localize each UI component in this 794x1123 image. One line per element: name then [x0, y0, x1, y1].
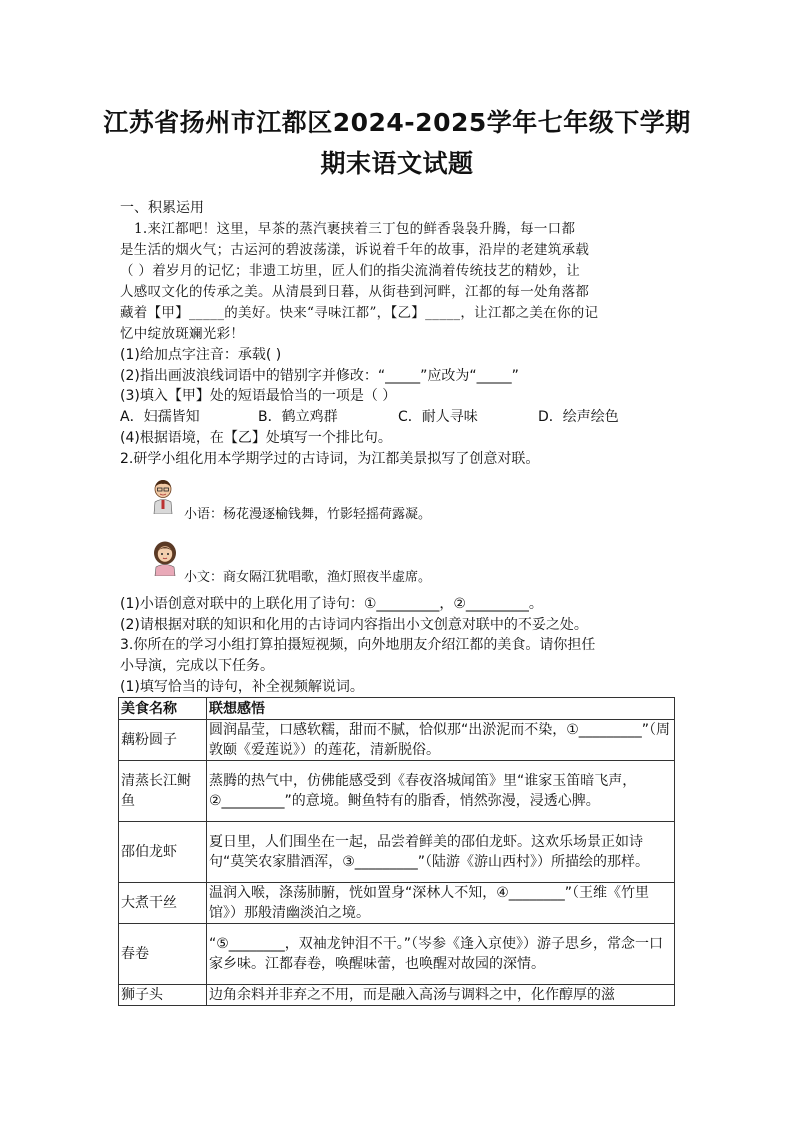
- q1-passage-line: （ ）着岁月的记忆；非遗工坊里，匠人们的指尖流淌着传统技艺的精妙，让: [120, 263, 580, 279]
- table-row: [119, 924, 675, 985]
- boy-avatar-icon: [148, 478, 178, 514]
- q1-passage-line: 忆中绽放斑斓光彩！: [120, 326, 245, 342]
- food-table: [118, 697, 675, 1006]
- q1-passage-line: 1.来江都吧！这里，早茶的蒸汽裹挟着三丁包的鲜香袅袅升腾，每一口都: [134, 221, 576, 237]
- food-text: 温润入喉，涤荡肺腑，恍如置身“深林人不知，④________”（王维《竹里馆》）那般清幽淡泊之境。: [207, 883, 675, 924]
- q1-passage-line: 是生活的烟火气；古运河的碧波荡漾，诉说着千年的故事，沿岸的老建筑承载: [120, 242, 590, 258]
- q1-passage-line: 人感叹文化的传承之美。从清晨到日暮，从街巷到河畔，江都的每一处角落都: [120, 284, 590, 300]
- page-bottom-margin: [0, 1015, 794, 1123]
- q1-sub4: (4)根据语境，在【乙】处填写一个排比句。: [120, 430, 392, 446]
- food-text: 圆润晶莹，口感软糯，甜而不腻，恰似那“出淤泥而不染，①_________”（周敦颐《爱莲说》）的莲花，清新脱俗。: [207, 720, 675, 761]
- q1-sub1: (1)给加点字注音：承载( ): [120, 347, 282, 363]
- q3-stem-line2: 小导演，完成以下任务。: [120, 658, 274, 674]
- xiaoyu-couplet: 小语：杨花漫逐榆钱舞，竹影轻摇荷露凝。: [184, 507, 432, 522]
- q2-sub1: (1)小语创意对联中的上联化用了诗句：①_________，②_________。: [120, 596, 543, 612]
- table-row: [119, 720, 675, 761]
- exam-title-line1: 江苏省扬州市江都区2024-2025学年七年级下学期: [103, 108, 691, 137]
- q1-passage-line: 藏着【甲】_____的美好。快来“寻味江都”，【乙】_____，让江都之美在你的记: [120, 305, 599, 321]
- option-d: D．绘声绘色: [538, 409, 619, 425]
- section-heading: 一、积累运用: [120, 200, 204, 216]
- table-row: [119, 985, 675, 1006]
- table-row: [119, 883, 675, 924]
- food-text: “⑤________，双袖龙钟泪不干。”（岑参《逢入京使》）游子思乡，常念一口家乡味。江都春卷，唤醒味蕾，也唤醒对故园的深情。: [207, 924, 675, 985]
- option-a: A．妇孺皆知: [120, 409, 200, 425]
- q1-sub3: (3)填入【甲】处的短语最恰当的一项是（ ）: [120, 388, 397, 404]
- q1-sub2: (2)指出画波浪线词语中的错别字并修改：“_____”应改为“_____”: [120, 368, 519, 384]
- food-name: 大煮干丝: [119, 883, 207, 924]
- table-header: 联想感悟: [207, 698, 675, 720]
- food-text: 边角余料并非弃之不用，而是融入高汤与调料之中，化作醇厚的滋: [207, 985, 675, 1006]
- food-name: 狮子头: [119, 985, 207, 1006]
- q3-stem-line1: 3.你所在的学习小组打算拍摄短视频，向外地朋友介绍江都的美食。请你担任: [120, 637, 596, 653]
- food-name: 藕粉圆子: [119, 720, 207, 761]
- food-text: 夏日里，人们围坐在一起，品尝着鲜美的邵伯龙虾。这欢乐场景正如诗句“莫笑农家腊酒浑，③_________”（陆游《游山西村》）所描绘的那样。: [207, 822, 675, 883]
- xiaowen-couplet: 小文：商女隔江犹唱歌，渔灯照夜半虚席。: [184, 570, 432, 585]
- q3-sub1: (1)填写恰当的诗句，补全视频解说词。: [120, 679, 364, 695]
- table-row: [119, 822, 675, 883]
- table-header: 美食名称: [119, 698, 207, 720]
- table-row: [119, 761, 675, 822]
- exam-title-line2: 期末语文试题: [320, 149, 474, 178]
- food-name: 邵伯龙虾: [119, 822, 207, 883]
- food-name: 清蒸长江鲥鱼: [119, 761, 207, 822]
- q2-stem: 2.研学小组化用本学期学过的古诗词，为江都美景拟写了创意对联。: [120, 451, 540, 467]
- food-name: 春卷: [119, 924, 207, 985]
- food-text: 蒸腾的热气中，仿佛能感受到《春夜洛城闻笛》里“谁家玉笛暗飞声，②_________”的意境。鲥鱼特有的脂香，悄然弥漫，浸透心脾。: [207, 761, 675, 822]
- option-b: B．鹤立鸡群: [258, 409, 338, 425]
- table-header-row: [119, 698, 675, 720]
- q2-sub2: (2)请根据对联的知识和化用的古诗词内容指出小文创意对联中的不妥之处。: [120, 617, 588, 633]
- girl-avatar-icon: [150, 540, 180, 576]
- option-c: C．耐人寻味: [398, 409, 478, 425]
